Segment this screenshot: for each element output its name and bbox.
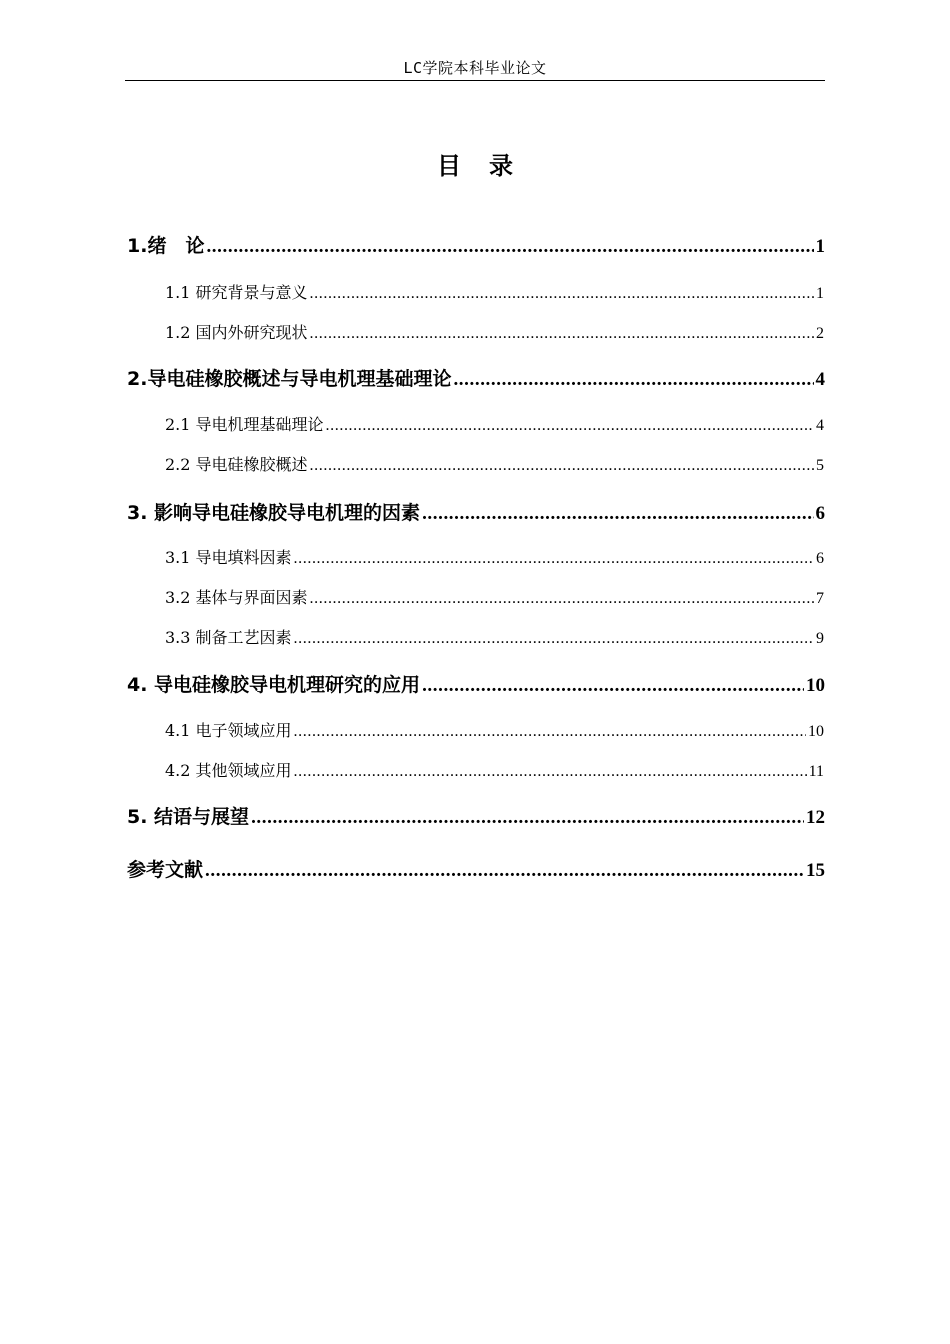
toc-entry-chapter-4[interactable] bbox=[127, 672, 825, 699]
toc-entry-section-3-1[interactable] bbox=[165, 547, 824, 570]
toc-dot-leader bbox=[453, 367, 813, 393]
toc-entry-section-1-2[interactable] bbox=[165, 322, 824, 345]
header-rule bbox=[125, 80, 825, 81]
toc-dot-leader bbox=[310, 588, 814, 610]
toc-title: 目录 bbox=[437, 152, 541, 180]
toc-page-number: 2 bbox=[816, 325, 824, 342]
toc-entry-section-3-2[interactable] bbox=[165, 587, 824, 610]
toc-page-number: 6 bbox=[816, 550, 824, 567]
toc-entry-label: 3.2 基体与界面因素 bbox=[165, 588, 308, 607]
toc-page-number: 4 bbox=[816, 417, 824, 434]
toc-page-number: 1 bbox=[815, 236, 825, 257]
toc-entry-chapter-1[interactable] bbox=[127, 233, 825, 260]
toc-entry-label: 1.绪 论 bbox=[127, 235, 205, 257]
toc-dot-leader bbox=[205, 858, 804, 884]
toc-page-number: 10 bbox=[806, 675, 825, 696]
toc-entry-label: 3. 影响导电硅橡胶导电机理的因素 bbox=[127, 502, 421, 524]
toc-dot-leader bbox=[294, 548, 814, 570]
toc-page-number: 15 bbox=[806, 860, 825, 881]
toc-dot-leader bbox=[422, 673, 804, 699]
toc-entry-section-3-3[interactable] bbox=[165, 627, 824, 650]
toc-page-number: 6 bbox=[815, 503, 825, 524]
toc-entry-section-4-1[interactable] bbox=[165, 720, 824, 743]
toc-entry-chapter-5[interactable] bbox=[127, 804, 825, 831]
toc-dot-leader bbox=[206, 234, 813, 260]
toc-entry-references[interactable] bbox=[127, 857, 825, 884]
toc-entry-label: 4.2 其他领域应用 bbox=[165, 761, 292, 780]
toc-page-number: 1 bbox=[816, 285, 824, 302]
toc-page-number: 9 bbox=[816, 630, 824, 647]
toc-entry-label: 4.1 电子领域应用 bbox=[165, 721, 292, 740]
toc-entry-label: 5. 结语与展望 bbox=[127, 806, 250, 828]
toc-dot-leader bbox=[294, 721, 806, 743]
toc-dot-leader bbox=[422, 501, 813, 527]
toc-dot-leader bbox=[251, 805, 804, 831]
running-header: LC学院本科毕业论文 bbox=[403, 59, 547, 77]
toc-page-number: 7 bbox=[816, 590, 824, 607]
toc-page-number: 12 bbox=[806, 807, 825, 828]
toc-entry-section-2-2[interactable] bbox=[165, 454, 824, 477]
toc-entry-label: 2.2 导电硅橡胶概述 bbox=[165, 455, 308, 474]
toc-entry-label: 参考文献 bbox=[127, 859, 204, 881]
toc-dot-leader bbox=[310, 323, 814, 345]
toc-entry-label: 3.1 导电填料因素 bbox=[165, 548, 292, 567]
toc-page-number: 11 bbox=[808, 763, 824, 780]
toc-entry-label: 4. 导电硅橡胶导电机理研究的应用 bbox=[127, 674, 421, 696]
toc-dot-leader bbox=[294, 628, 814, 650]
toc-entry-label: 1.2 国内外研究现状 bbox=[165, 323, 308, 342]
toc-entry-label: 2.导电硅橡胶概述与导电机理基础理论 bbox=[127, 368, 452, 390]
toc-dot-leader bbox=[310, 283, 814, 305]
toc-entry-label: 1.1 研究背景与意义 bbox=[165, 283, 308, 302]
toc-dot-leader bbox=[294, 761, 807, 783]
toc-entry-label: 3.3 制备工艺因素 bbox=[165, 628, 292, 647]
toc-page-number: 5 bbox=[816, 457, 824, 474]
toc-page-number: 10 bbox=[808, 723, 824, 740]
toc-entry-section-2-1[interactable] bbox=[165, 414, 824, 437]
toc-entry-chapter-2[interactable] bbox=[127, 366, 825, 393]
toc-page-number: 4 bbox=[815, 369, 825, 390]
toc-dot-leader bbox=[310, 455, 814, 477]
toc-entry-chapter-3[interactable] bbox=[127, 500, 825, 527]
toc-dot-leader bbox=[326, 415, 814, 437]
toc-entry-label: 2.1 导电机理基础理论 bbox=[165, 415, 324, 434]
toc-entry-section-4-2[interactable] bbox=[165, 760, 824, 783]
toc-entry-section-1-1[interactable] bbox=[165, 282, 824, 305]
